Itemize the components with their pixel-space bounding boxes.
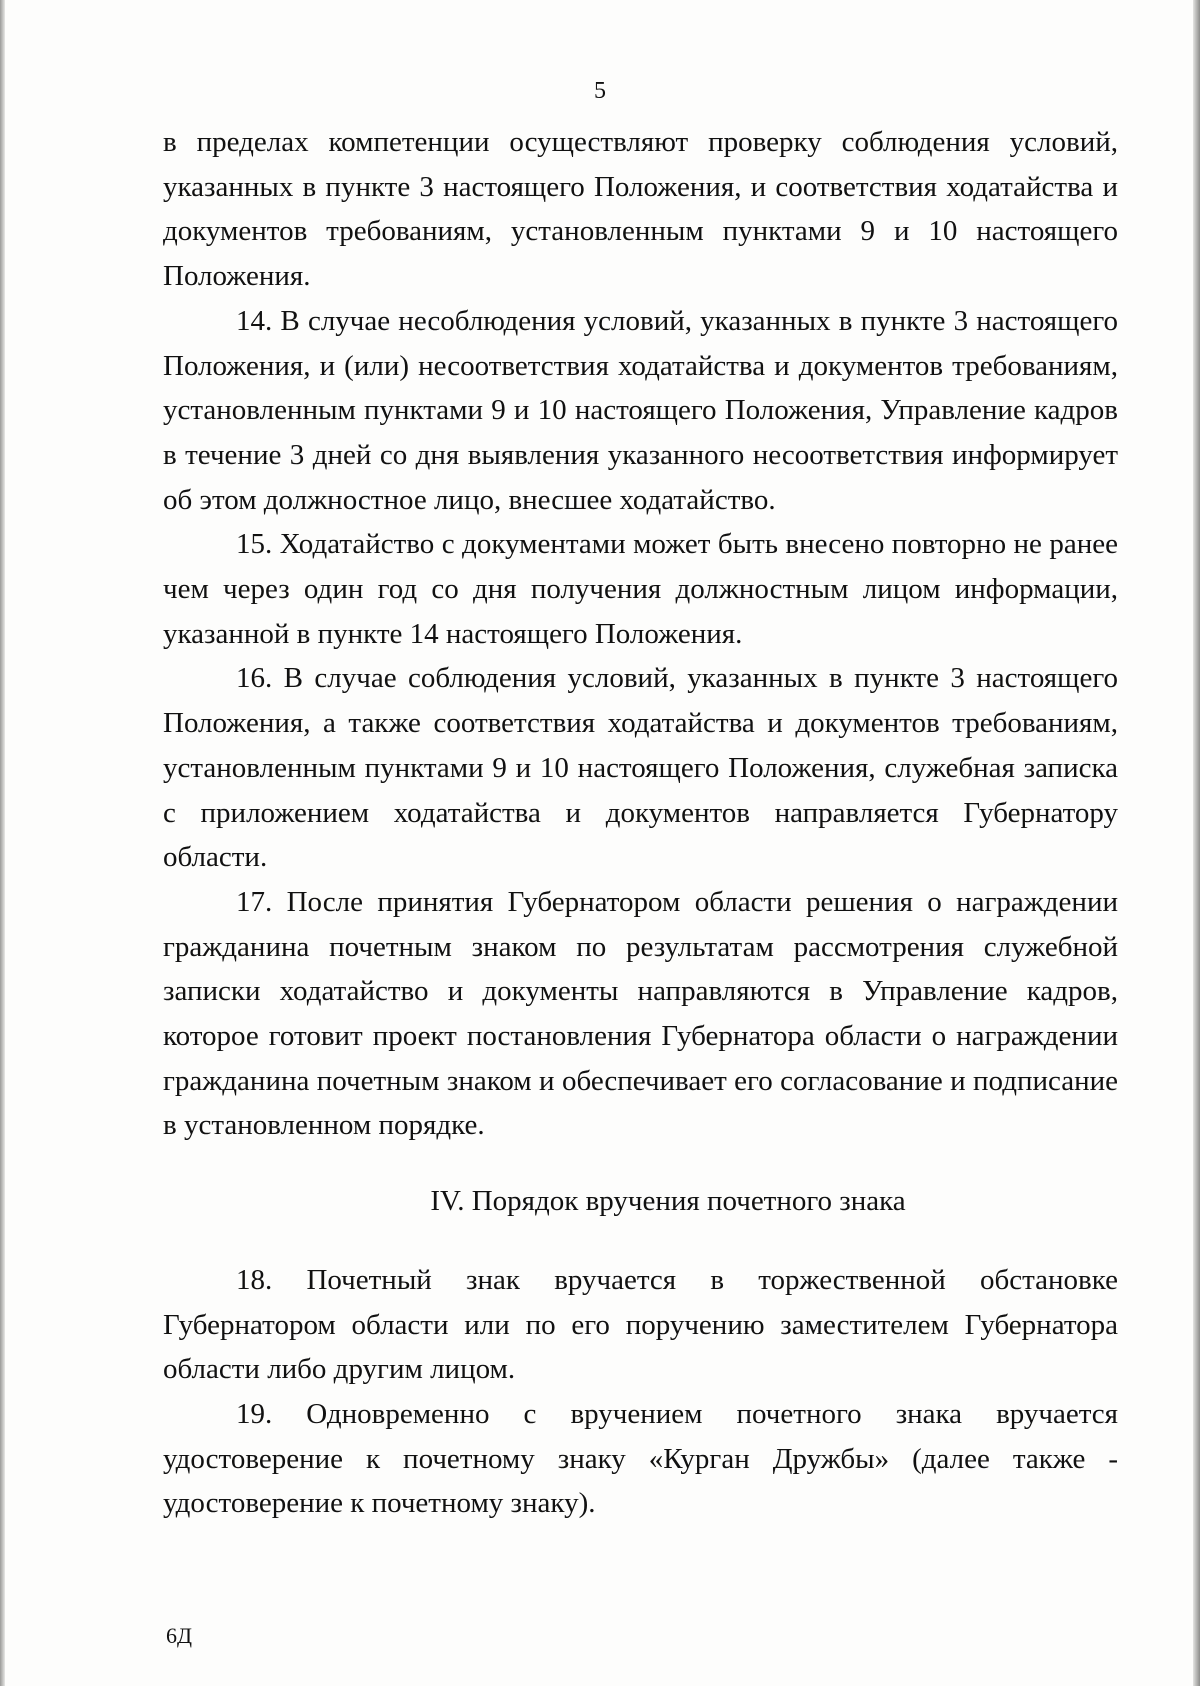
paragraph-16: 16. В случае соблюдения условий, указанных в пункте 3 настоящего Положения, а также соответствия ходатайства и документов требованиям, установленным пунктами 9 и 10 настоящего Положения, служебная записка с приложением ходатайства и документов направляется Губернатору области. bbox=[163, 662, 1118, 874]
footer-code: 6Д bbox=[166, 1623, 193, 1648]
scan-edge-right bbox=[1193, 0, 1200, 1686]
scan-edge-left bbox=[0, 0, 5, 1686]
paragraph-18: 18. Почетный знак вручается в торжественной обстановке Губернатором области или по его поручению заместителем Губернатора области либо другим лицом. bbox=[163, 1263, 1118, 1386]
section-heading: IV. Порядок вручения почетного знака bbox=[430, 1185, 906, 1218]
paragraph-19: 19. Одновременно с вручением почетного знака вручается удостоверение к почетному знаку «Курган Дружбы» (далее также - удостоверение к почетному знаку). bbox=[163, 1397, 1118, 1520]
paragraph-17: 17. После принятия Губернатором области решения о награждении гражданина почетным знаком по результатам рассмотрения служебной записки ходатайство и документы направляются в Управление кадров, которое готовит проект постановления Губернатора области о награждении гражданина почетным знаком и обеспечивает его согласование и подписание в установленном порядке. bbox=[163, 885, 1118, 1142]
paragraph-continuation: в пределах компетенции осуществляют проверку соблюдения условий, указанных в пункте 3 настоящего Положения, и соответствия ходатайства и документов требованиям, установленным пунктами 9 и 10 настоящего Положения. bbox=[163, 126, 1118, 293]
document-body bbox=[163, 120, 1118, 1526]
paragraph-15: 15. Ходатайство с документами может быть внесено повторно не ранее чем через один год со дня получения должностным лицом информации, указанной в пункте 14 настоящего Положения. bbox=[163, 528, 1118, 650]
page-number: 5 bbox=[594, 78, 606, 104]
paragraph-14: 14. В случае несоблюдения условий, указанных в пункте 3 настоящего Положения, и (или) несоответствия ходатайства и документов требованиям, установленным пунктами 9 и 10 настоящего Положения, Управление кадров в течение 3 дней со дня выявления указанного несоответствия информирует об этом должностное лицо, внесшее ходатайство. bbox=[163, 304, 1118, 516]
